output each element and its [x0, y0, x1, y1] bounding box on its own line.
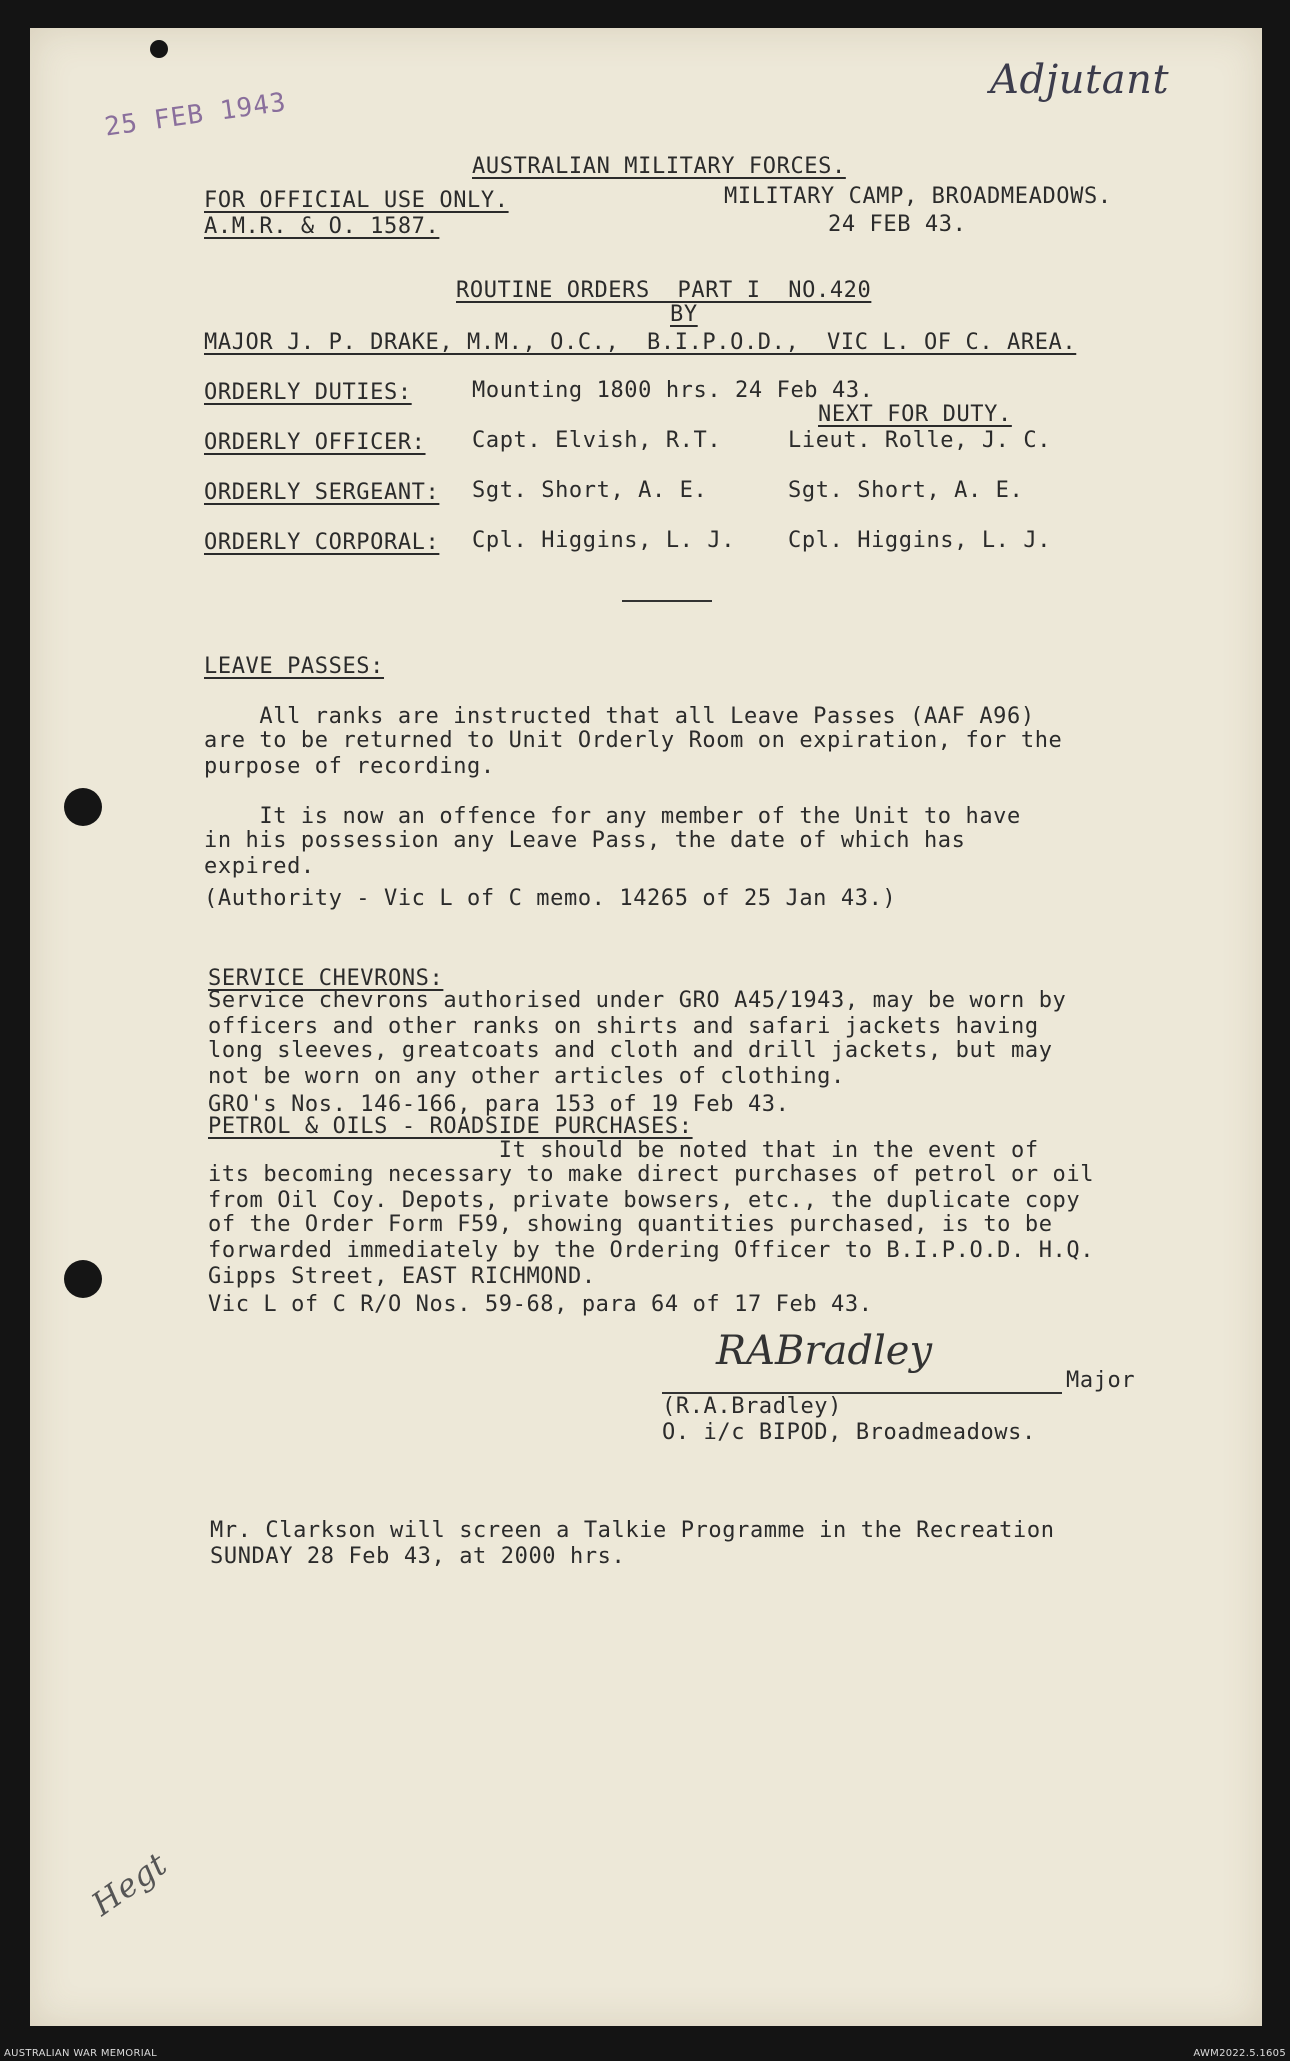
punch-hole-bottom	[64, 1260, 102, 1298]
orders-issuer: MAJOR J. P. DRAKE, M.M., O.C., B.I.P.O.D., VIC L. OF C. AREA.	[204, 330, 1077, 355]
notice-line: Mr. Clarkson will screen a Talkie Programme in the Recreation	[210, 1518, 1055, 1543]
document-title: AUSTRALIAN MILITARY FORCES.	[472, 154, 846, 179]
petrol-heading: PETROL & OILS - ROADSIDE PURCHASES:	[208, 1114, 693, 1139]
document-date: 24 FEB 43.	[828, 212, 967, 237]
punch-hole-corner	[150, 40, 168, 58]
petrol-text-line: forwarded immediately by the Ordering Officer to B.I.P.O.D. H.Q.	[208, 1238, 1095, 1263]
handwritten-note: Adjutant	[990, 57, 1170, 103]
chevrons-text-line: Service chevrons authorised under GRO A45/1943, may be worn by	[208, 988, 1067, 1013]
chevrons-heading: SERVICE CHEVRONS:	[208, 966, 444, 991]
chevrons-text-line: officers and other ranks on shirts and safari jackets having	[208, 1014, 1039, 1039]
duty-row-next: Cpl. Higgins, L. J.	[788, 528, 1052, 553]
date-stamp: 25 FEB 1943	[102, 87, 289, 143]
petrol-text-line: It should be noted that in the event of	[208, 1138, 1039, 1163]
notice-line: SUNDAY 28 Feb 43, at 2000 hrs.	[210, 1544, 626, 1569]
petrol-text-line: from Oil Coy. Depots, private bowsers, etc., the duplicate copy	[208, 1188, 1081, 1213]
leave-text-line: are to be returned to Unit Orderly Room on expiration, for the	[204, 728, 1063, 753]
signatory-rank: Major	[1066, 1368, 1136, 1393]
chevrons-text-line: long sleeves, greatcoats and cloth and drill jackets, but may	[208, 1038, 1053, 1063]
leave-heading: LEAVE PASSES:	[204, 654, 384, 679]
duty-row-current: Sgt. Short, A. E.	[472, 478, 708, 503]
official-use-label: FOR OFFICIAL USE ONLY.	[204, 188, 509, 213]
footer-accession: AWM2022.5.1605	[1193, 2048, 1286, 2059]
orders-by: BY	[670, 302, 698, 327]
footer-credit: AUSTRALIAN WAR MEMORIAL	[4, 2048, 157, 2059]
signatory-title: O. i/c BIPOD, Broadmeadows.	[662, 1420, 1036, 1445]
reference-number: A.M.R. & O. 1587.	[204, 214, 440, 239]
next-for-duty-label: NEXT FOR DUTY.	[818, 402, 1012, 427]
leave-text-line: All ranks are instructed that all Leave Passes (AAF A96)	[204, 704, 1035, 729]
chevrons-text-line: not be worn on any other articles of clothing.	[208, 1064, 845, 1089]
duty-row-label: ORDERLY OFFICER:	[204, 430, 426, 455]
leave-text-line: expired.	[204, 854, 315, 879]
duty-row-current: Cpl. Higgins, L. J.	[472, 528, 736, 553]
duty-row-label: ORDERLY CORPORAL:	[204, 530, 440, 555]
leave-text-line: purpose of recording.	[204, 754, 495, 779]
duty-row-next: Lieut. Rolle, J. C.	[788, 428, 1052, 453]
handwritten-initials: Hegt	[84, 1844, 175, 1924]
petrol-text-line: Gipps Street, EAST RICHMOND.	[208, 1264, 596, 1289]
leave-authority: (Authority - Vic L of C memo. 14265 of 25 Jan 43.)	[204, 886, 897, 911]
duties-value: Mounting 1800 hrs. 24 Feb 43.	[472, 378, 874, 403]
orders-title: ROUTINE ORDERS PART I NO.420	[456, 278, 872, 303]
section-divider	[622, 600, 712, 602]
leave-text-line: It is now an offence for any member of the Unit to have	[204, 804, 1021, 829]
punch-hole-top	[64, 788, 102, 826]
handwritten-signature: RABradley	[716, 1328, 933, 1374]
duty-row-current: Capt. Elvish, R.T.	[472, 428, 722, 453]
petrol-text-line: of the Order Form F59, showing quantities purchased, is to be	[208, 1212, 1053, 1237]
duties-label: ORDERLY DUTIES:	[204, 380, 412, 405]
leave-text-line: in his possession any Leave Pass, the date of which has	[204, 828, 966, 853]
duty-row-next: Sgt. Short, A. E.	[788, 478, 1024, 503]
chevrons-text-line: GRO's Nos. 146-166, para 153 of 19 Feb 43.	[208, 1092, 790, 1117]
petrol-text-line: its becoming necessary to make direct purchases of petrol or oil	[208, 1162, 1095, 1187]
petrol-text-line: Vic L of C R/O Nos. 59-68, para 64 of 17 Feb 43.	[208, 1292, 873, 1317]
duty-row-label: ORDERLY SERGEANT:	[204, 480, 440, 505]
camp-location: MILITARY CAMP, BROADMEADOWS.	[724, 184, 1112, 209]
signatory-name: (R.A.Bradley)	[662, 1394, 842, 1419]
